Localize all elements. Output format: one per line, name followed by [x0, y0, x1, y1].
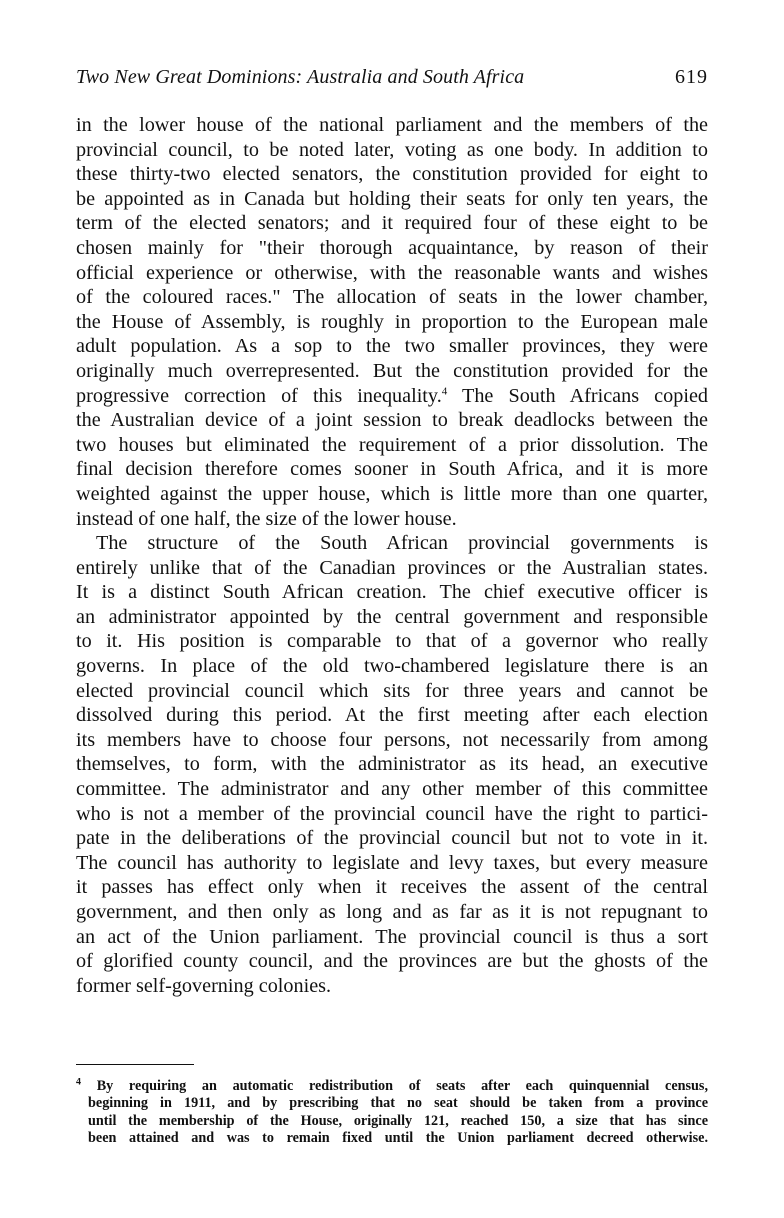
running-head: [76, 66, 708, 96]
body-line: pate in the deliberations of the provincial council but not to vote in it.: [76, 827, 708, 850]
body-line: these thirty-two elected senators, the constitution provided for eight to: [76, 163, 708, 186]
body-line: it passes has effect only when it receives the assent of the central: [76, 876, 708, 899]
body-line: entirely unlike that of the Canadian provinces or the Australian states.: [76, 556, 708, 579]
body-line: weighted against the upper house, which is little more than one quarter,: [76, 482, 708, 505]
page-number: 619: [675, 66, 708, 88]
body-line: government, and then only as long and as far as it is not repugnant to: [76, 901, 708, 923]
body-line: an administrator appointed by the central government and responsible: [76, 605, 708, 628]
body-line: official experience or otherwise, with the reasonable wants and wishes: [76, 261, 708, 284]
body-line: themselves, to form, with the administrator as its head, an executive: [76, 753, 708, 776]
body-line: chosen mainly for "their thorough acquaintance, by reason of their: [76, 236, 708, 259]
body-line: be appointed as in Canada but holding their seats for only ten years, the: [76, 187, 708, 210]
body-line: originally much overrepresented. But the constitution provided for the: [76, 359, 708, 382]
body-line: to it. His position is comparable to that of a governor who really: [76, 630, 708, 653]
footnote-line-text: By requiring an automatic redistribution of seats after each quinquennial census,: [96, 1078, 708, 1094]
body-line: the House of Assembly, is roughly in proportion to the European male: [76, 310, 708, 333]
body-line: instead of one half, the size of the lower house.: [76, 507, 457, 530]
footnote-marker: 4: [76, 1078, 81, 1088]
body-line: The structure of the South African provincial governments is: [96, 532, 708, 555]
body-line: of glorified county council, and the provinces are but the ghosts of the: [76, 950, 708, 973]
footnote-rule: [76, 1064, 194, 1065]
body-line: It is a distinct South African creation. The chief executive officer is: [76, 581, 708, 604]
body-line: an act of the Union parliament. The provincial council is thus a sort: [76, 925, 708, 948]
footnote-line: beginning in 1911, and by prescribing that no seat should be taken from a province: [88, 1095, 708, 1112]
body-text: [76, 113, 708, 998]
body-line: who is not a member of the provincial council have the right to partici-: [76, 802, 708, 825]
body-line-continuation: The South Africans copied: [447, 384, 708, 407]
body-line: final decision therefore comes sooner in South Africa, and it is more: [76, 458, 708, 481]
body-line: term of the elected senators; and it required four of these eight to be: [76, 212, 708, 235]
body-line: dissolved during this period. At the first meeting after each election: [76, 704, 708, 727]
running-title: Two New Great Dominions: Australia and South Africa: [76, 66, 525, 88]
body-line-with-note: [76, 384, 708, 409]
body-line: two houses but eliminated the requirement of a prior dissolution. The: [76, 433, 708, 456]
body-line: The council has authority to legislate and levy taxes, but every measure: [76, 851, 708, 874]
footnote-line: until the membership of the House, originally 121, reached 150, a size that has since: [88, 1112, 708, 1129]
body-line: in the lower house of the national parliament and the members of the: [76, 114, 708, 136]
body-line: its members have to choose four persons, not necessarily from among: [76, 728, 708, 751]
body-line: elected provincial council which sits for three years and cannot be: [76, 679, 708, 702]
body-line-text: progressive correction of this inequality.: [76, 384, 442, 407]
body-line: governs. In place of the old two-chambered legislature there is an: [76, 655, 708, 678]
body-line: provincial council, to be noted later, voting as one body. In addition to: [76, 138, 708, 161]
footnote-line: [76, 1078, 708, 1095]
body-line: adult population. As a sop to the two smaller provinces, they were: [76, 335, 708, 358]
body-line: the Australian device of a joint session to break deadlocks between the: [76, 409, 708, 432]
body-line: former self-governing colonies.: [76, 974, 332, 997]
footnote-reference[interactable]: 4: [441, 384, 448, 397]
body-line: of the coloured races." The allocation of seats in the lower chamber,: [76, 286, 708, 309]
footnote-line: been attained and was to remain fixed until the Union parliament decreed otherwise.: [88, 1130, 708, 1147]
footnote: [76, 1078, 708, 1148]
body-line: committee. The administrator and any other member of this committee: [76, 778, 708, 801]
